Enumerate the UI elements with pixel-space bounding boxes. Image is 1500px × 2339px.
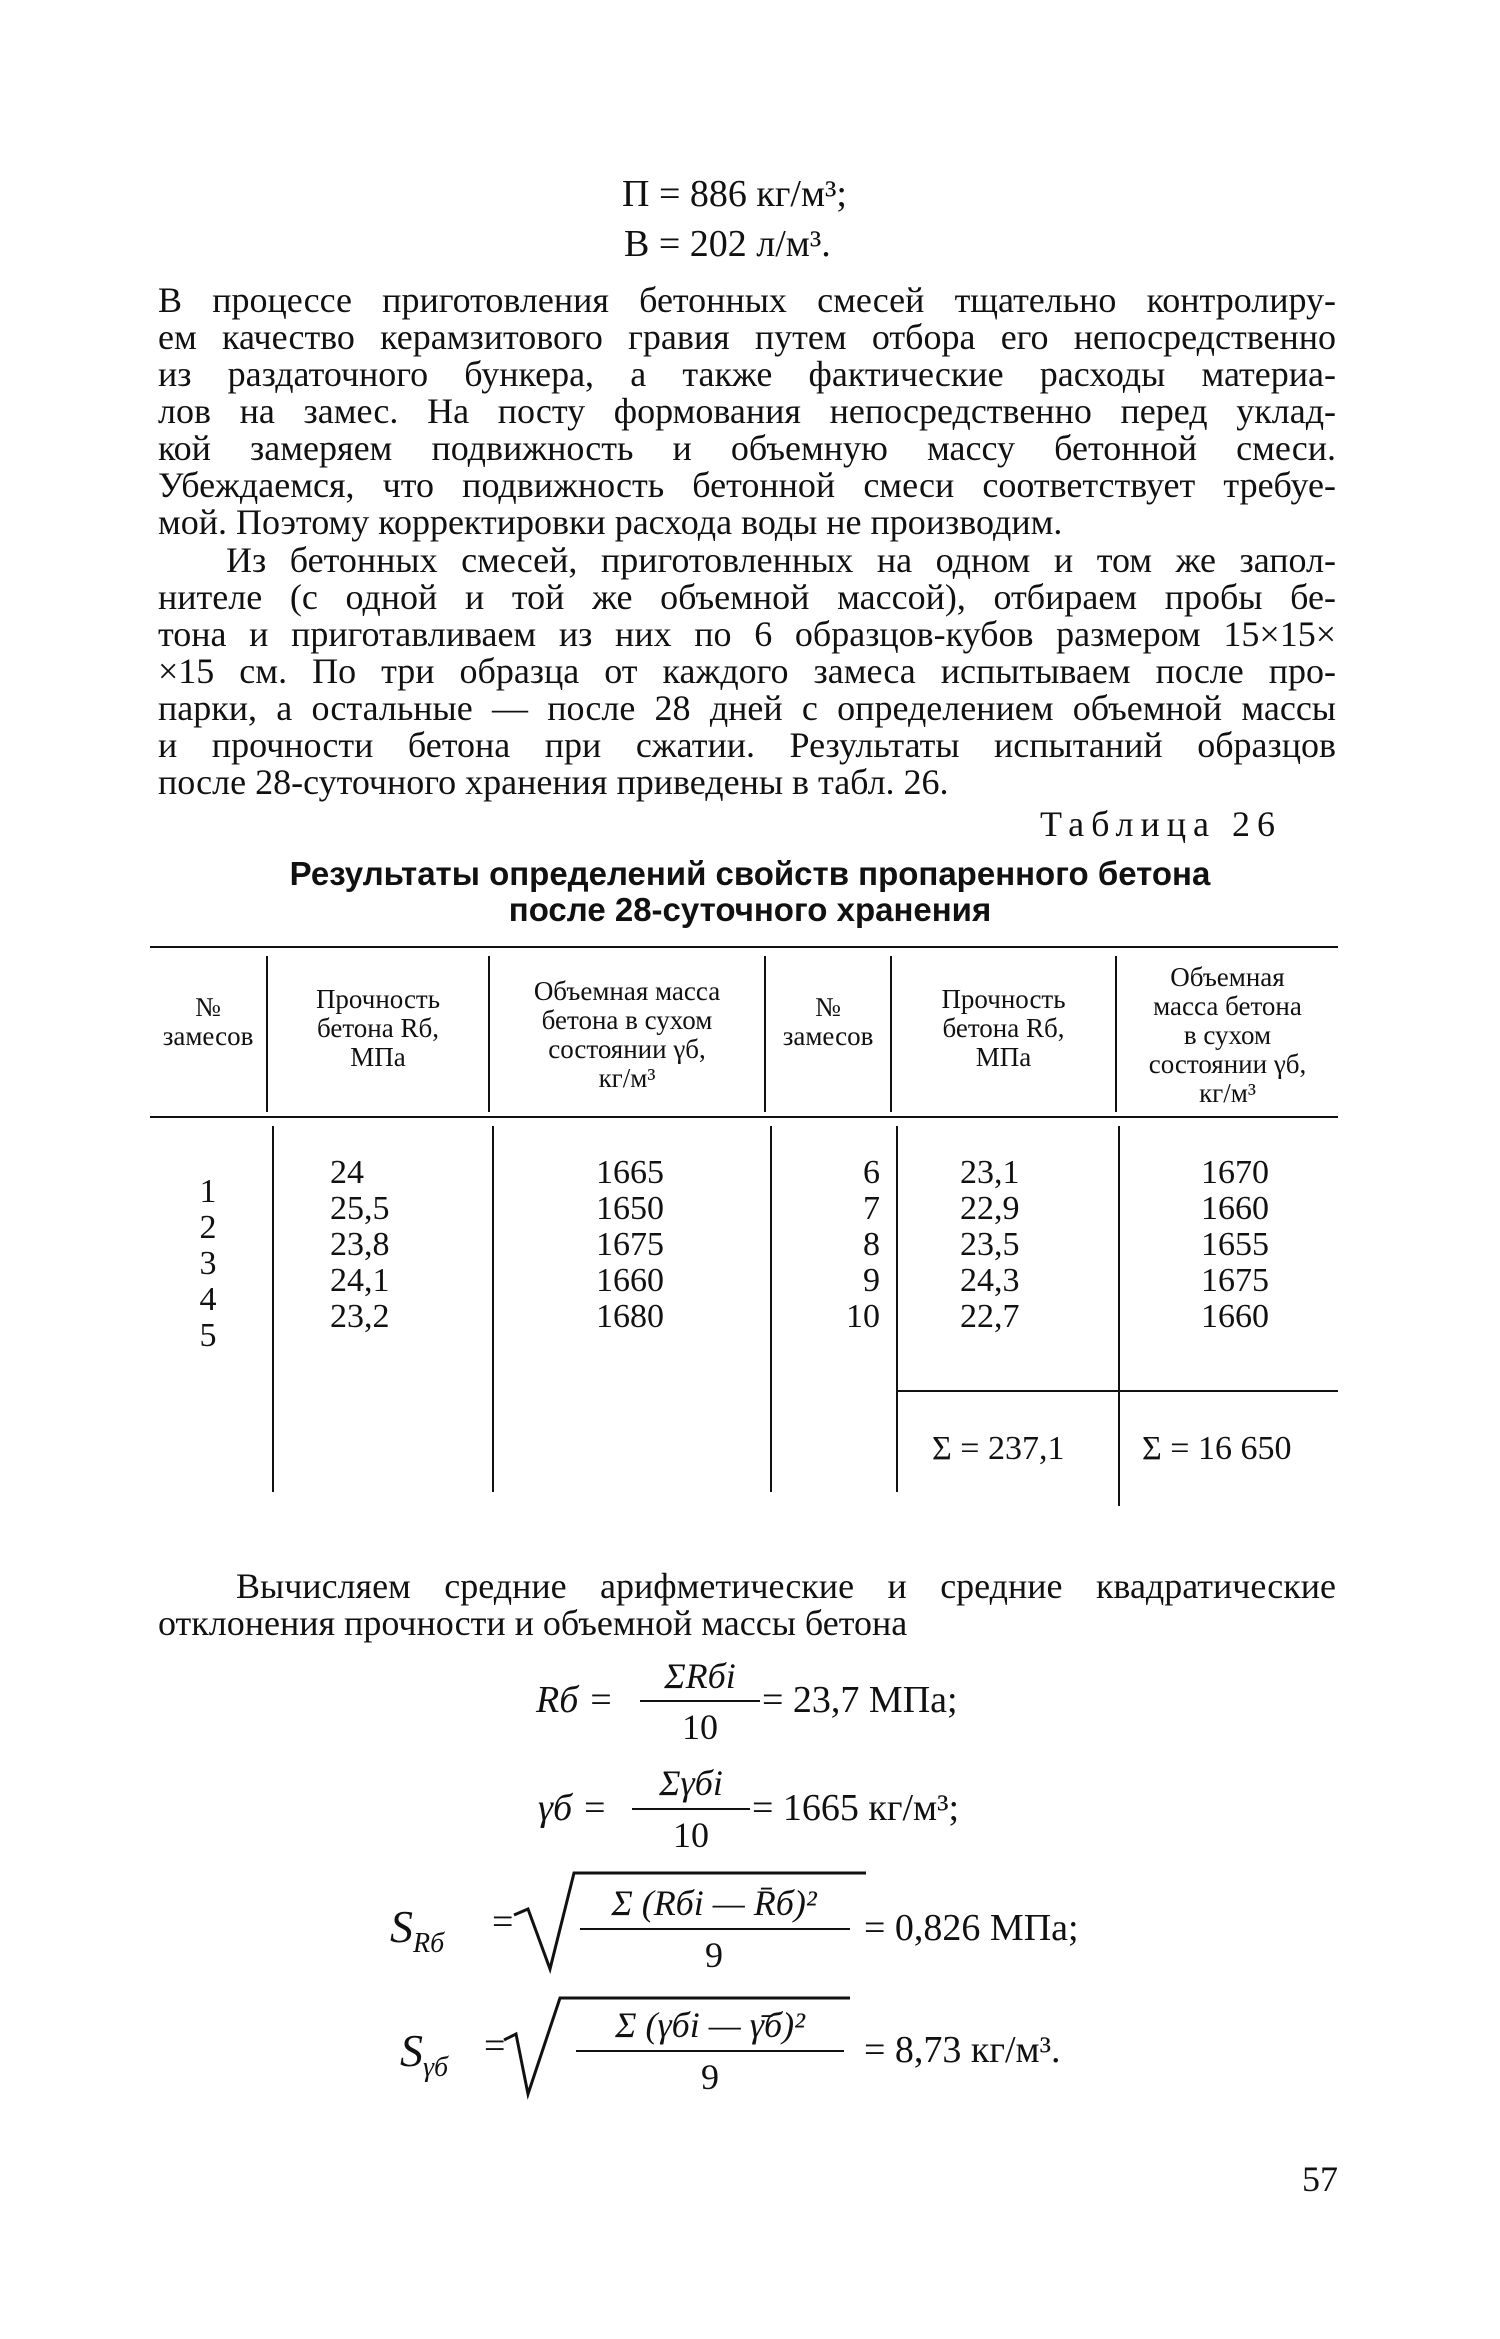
equation-b: В = 202 л/м³. (624, 223, 831, 265)
table-cell: 3 (199, 1245, 217, 1282)
table-cell: 5 (199, 1317, 217, 1354)
table-cell: 1675 (1201, 1262, 1269, 1299)
table-cell: 1680 (596, 1298, 664, 1335)
col-mass-right (1170, 1155, 1300, 1335)
table-cell: 24,1 (330, 1262, 390, 1299)
text-line: Из бетонных смесей, приготовленных на одном и том же запол- (226, 540, 1336, 580)
col-divider (272, 1126, 274, 1492)
table-cell: 1650 (596, 1190, 664, 1227)
formula-s2-lhs (400, 2024, 448, 2084)
header-text: Объемная (1170, 962, 1285, 992)
table-cell: 1660 (1201, 1298, 1269, 1335)
text-line: Убеждаемся, что подвижность бетонной смеси соответствует требуе- (158, 465, 1336, 505)
col-divider (1118, 1126, 1120, 1506)
header-text: в сухом (1183, 1020, 1272, 1050)
formula-g-denominator: 10 (673, 1815, 709, 1855)
formula-g-rhs: = 1665 кг/м³; (752, 1787, 960, 1829)
col-strength-left (330, 1155, 430, 1335)
header-mass-right (1117, 963, 1338, 1108)
col-num-left (150, 1174, 266, 1354)
col-divider (770, 1126, 772, 1492)
col-strength-right (960, 1155, 1070, 1335)
table-cell: 22,9 (960, 1190, 1020, 1227)
table-cell: 25,5 (330, 1190, 390, 1227)
paragraph-3 (158, 1568, 1336, 1642)
text-line: ем качество керамзитового гравия путем отбора его непосредственно (158, 317, 1336, 357)
header-text: замесов (162, 1021, 254, 1051)
formula-s1-denominator: 9 (705, 1935, 723, 1975)
text-line: кой замеряем подвижность и объемную массу бетонной смеси. (158, 428, 1336, 468)
equation-p: П = 886 кг/м³; (622, 173, 847, 215)
table-cell: 23,5 (960, 1226, 1020, 1263)
formula-s2-denominator: 9 (701, 2057, 719, 2097)
text-line: из раздаточного бункера, а также фактические расходы материа- (158, 354, 1336, 394)
text-line: и прочности бетона при сжатии. Результаты испытаний образцов (158, 725, 1336, 765)
formula-r-rhs: = 23,7 МПа; (762, 1679, 958, 1721)
header-text: кг/м³ (598, 1063, 656, 1093)
text-line: В процессе приготовления бетонных смесей тщательно контролиру- (158, 280, 1336, 320)
col-divider (896, 1126, 898, 1492)
subscript: γб (423, 2052, 449, 2084)
table-cell: 2 (199, 1209, 217, 1246)
text-line: нителе (с одной и той же объемной массой), отбираем пробы бе- (158, 577, 1336, 617)
header-text: состоянии γб, (1148, 1049, 1307, 1079)
table-cell: 24 (330, 1154, 364, 1191)
header-mass-left (490, 977, 764, 1093)
table-cell: 1655 (1201, 1226, 1269, 1263)
text-line: Вычисляем средние арифметические и средние квадратические (236, 1566, 1336, 1606)
header-text: № (195, 992, 221, 1022)
formula-r-lhs: Rб = (536, 1679, 614, 1721)
text-line: отклонения прочности и объемной массы бетона (158, 1603, 908, 1643)
table-cell: 1660 (596, 1262, 664, 1299)
col-divider (492, 1126, 494, 1492)
header-text: масса бетона (1153, 991, 1302, 1021)
table-cell: 23,8 (330, 1226, 390, 1263)
header-text: МПа (350, 1042, 406, 1072)
symbol-s: S (400, 2025, 423, 2076)
sum-rule (896, 1390, 1338, 1392)
header-strength-left (268, 985, 488, 1072)
table-cell: 1675 (596, 1226, 664, 1263)
header-text: замесов (782, 1021, 874, 1051)
text-line: ×15 см. По три образца от каждого замеса испытываем после про- (158, 651, 1336, 691)
formula-g-numerator: Σγбi (659, 1763, 723, 1803)
table-cell: 8 (863, 1226, 880, 1263)
subscript: Rб (413, 1928, 445, 1960)
header-text: бетона Rб, (317, 1013, 439, 1043)
table-cell: 24,3 (960, 1262, 1020, 1299)
symbol-s: S (390, 1901, 413, 1952)
table-cell: 1670 (1201, 1154, 1269, 1191)
table-cell: 23,1 (960, 1154, 1020, 1191)
table-cell: 6 (863, 1154, 880, 1191)
col-mass-left (560, 1155, 700, 1335)
formula-s1-rhs: = 0,826 МПа; (864, 1907, 1079, 1949)
table-header-rule (150, 1116, 1338, 1118)
page-number: 57 (1302, 2159, 1338, 2199)
table-cell: 1 (199, 1173, 217, 1210)
header-strength-right (892, 985, 1115, 1072)
paragraph-1 (158, 282, 1336, 541)
sum-strength: Σ = 237,1 (932, 1430, 1065, 1467)
header-text: Прочность (315, 984, 441, 1014)
text-line: тона и приготавливаем из них по 6 образцов-кубов размером 15×15× (158, 614, 1336, 654)
header-num-right (766, 993, 890, 1051)
formula-r-denominator: 10 (682, 1707, 718, 1747)
table-caption: Таблица 26 (1040, 804, 1282, 844)
equals-sign: = (484, 2025, 506, 2067)
formula-r-numerator: ΣRбi (664, 1656, 736, 1696)
formula-s1-numerator: Σ (Rбi — R̄б)² (611, 1883, 817, 1923)
table-cell: 9 (863, 1262, 880, 1299)
table-cell: 23,2 (330, 1298, 390, 1335)
formula-g-lhs: γб = (538, 1787, 608, 1829)
table-cell: 10 (846, 1298, 880, 1335)
fraction-bar (632, 1808, 750, 1810)
header-text: № (815, 992, 841, 1022)
table-title-line-1: Результаты определений свойств пропаренного бетона (289, 855, 1211, 892)
header-text: состоянии γб, (548, 1034, 706, 1064)
header-text: МПа (975, 1042, 1032, 1072)
text-line: мой. Поэтому корректировки расхода воды не производим. (158, 502, 1063, 542)
header-text: кг/м³ (1199, 1078, 1256, 1108)
table-cell: 22,7 (960, 1298, 1020, 1335)
header-text: Прочность (941, 984, 1066, 1014)
text-line: парки, а остальные — после 28 дней с определением объемной массы (158, 688, 1336, 728)
col-num-right (790, 1155, 880, 1335)
text-line: лов на замес. На посту формования непосредственно перед уклад- (158, 391, 1336, 431)
table-top-rule (150, 946, 1338, 948)
table-cell: 7 (863, 1190, 880, 1227)
fraction-bar (576, 2050, 844, 2052)
equals-sign: = (492, 1901, 514, 1943)
header-text: бетона в сухом (541, 1005, 713, 1035)
table-title-line-2: после 28-суточного хранения (508, 891, 992, 928)
header-text: бетона Rб, (942, 1013, 1065, 1043)
formula-s1-lhs (390, 1900, 444, 1960)
table-cell: 4 (199, 1281, 217, 1318)
fraction-bar (580, 1928, 850, 1930)
table-cell: 1660 (1201, 1190, 1269, 1227)
formula-s2-rhs: = 8,73 кг/м³. (864, 2029, 1061, 2071)
text-line: после 28-суточного хранения приведены в табл. 26. (158, 762, 949, 802)
formula-s2-numerator: Σ (γбi — γ̄б)² (615, 2005, 805, 2045)
sum-mass: Σ = 16 650 (1142, 1430, 1292, 1467)
header-text: Объемная масса (533, 976, 721, 1006)
paragraph-2 (158, 542, 1336, 801)
table-cell: 1665 (596, 1154, 664, 1191)
header-num-left (150, 993, 266, 1051)
fraction-bar (640, 1700, 760, 1702)
